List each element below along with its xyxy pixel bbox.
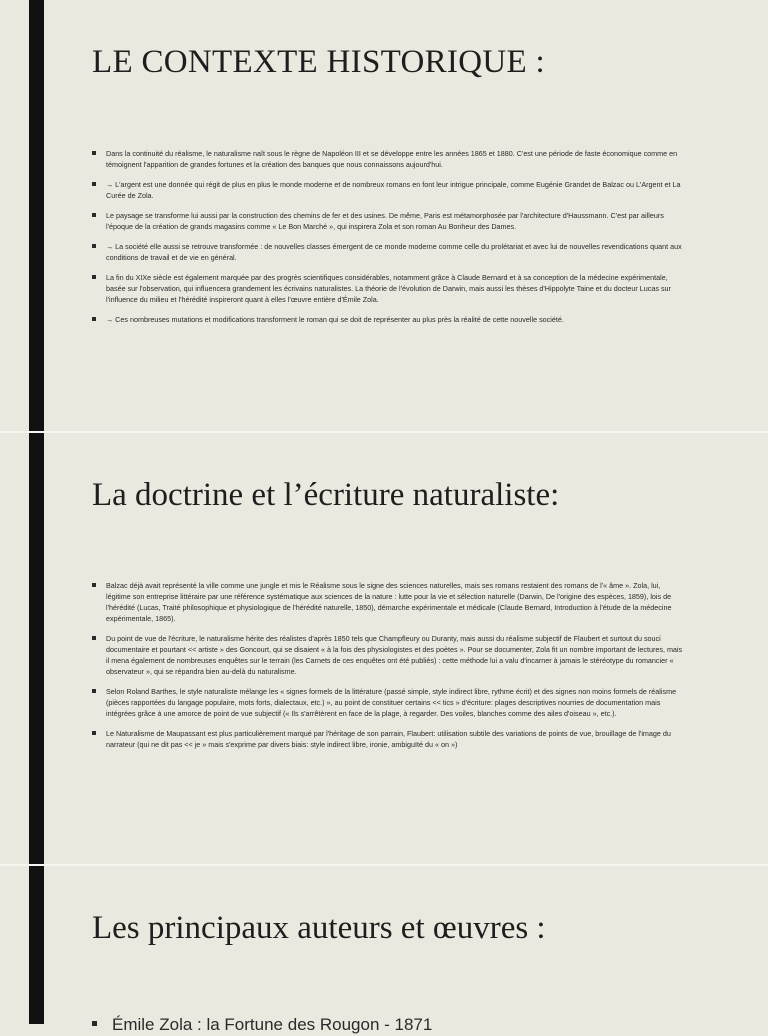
list-item: Du point de vue de l'écriture, le naturalisme hérite des réalistes d'après 1850 tels que Champfleury ou Duranty, mais aussi du réalisme subjectif de Flaubert et surtout du souci documentaire et pourtant << artiste » des Goncourt, qui se disaient « à la fois des physiologistes et des poètes ». Pour se documenter, Zola fit un nombre important de lectures, mais il mena également de nombreuses enquêtes sur le terrain (les Carnets de ces enquêtes ont été publiés) : cette méthode lui a valu d'incarner à jamais le stéréotype du romancier « observateur », qui se répandra bien au-delà du naturalisme. (92, 633, 684, 677)
list-item: Dans la continuité du réalisme, le naturalisme naît sous le règne de Napoléon III et se développe entre les années 1865 et 1880. C'est une période de faste économique comme en témoignent l'apparition de grandes fortunes et la création des banques que nous connaissons aujourd'hui. (92, 148, 684, 170)
bullet-list (92, 1014, 684, 1036)
slide-title: La doctrine et l’écriture naturaliste: (92, 477, 560, 513)
slide-doctrine (0, 433, 768, 865)
list-item: La fin du XIXe siècle est également marquée par des progrès scientifiques considérables, notamment grâce à Claude Bernard et à sa conception de la médecine expérimentale, basée sur l'observation, qui influencera grandement les écrivains naturalistes. La théorie de l'évolution de Darwin, mais aussi les thèses d'Hippolyte Taine et du docteur Lucas sur l'influence du milieu et l'hérédité inspireront quant à elles l'œuvre entière d'Émile Zola. (92, 272, 684, 305)
slide-historical-context (0, 0, 768, 432)
slide-title: Les principaux auteurs et œuvres : (92, 910, 546, 946)
slide-accent-bar (29, 866, 44, 1024)
list-item: Le Naturalisme de Maupassant est plus particulièrement marqué par l'héritage de son parrain, Flaubert: utilisation subtile des variations de points de vue, brouillage de l'image du narrateur (qui ne dit pas << je » mais s'exprime par divers biais: style indirect libre, ironie, ambiguïté du « on ») (92, 728, 684, 750)
list-item: → La société elle aussi se retrouve transformée : de nouvelles classes émergent de ce monde moderne comme celle du prolétariat et avec lui de nouvelles revendications quant aux conditions de travail et de vie en général. (92, 241, 684, 263)
bullet-list (92, 148, 684, 325)
list-item: Balzac déjà avait représenté la ville comme une jungle et mis le Réalisme sous le signe des sciences naturelles, mais ses romans restaient des romans de l'« âme ». Zola, lui, légitime son entreprise littéraire par une référence systématique aux sciences de la nature : lutte pour la vie et sélection naturelle (Darwin, De l'origine des espèces, 1859), lois de l'hérédité (Lucas, Traité philosophique et physiologique de l'hérédité naturelle, 1850), démarche expérimentale et médicale (Claude Bernard, Introduction à l'étude de la médecine expérimentale, 1865). (92, 580, 684, 624)
slide-authors (0, 866, 768, 1034)
list-item: → Ces nombreuses mutations et modifications transforment le roman qui se doit de représenter au plus près la réalité de cette nouvelle société. (92, 314, 684, 325)
bullet-list (92, 580, 684, 750)
slide-title: LE CONTEXTE HISTORIQUE : (92, 44, 545, 80)
list-item: Le paysage se transforme lui aussi par la construction des chemins de fer et des usines. De même, Paris est métamorphosée par l'architecture d'Haussmann. C'est par ailleurs l'époque de la création de grands magasins comme « Le Bon Marché », qui inspirera Zola et son roman Au Bonheur des Dames. (92, 210, 684, 232)
slide-accent-bar (29, 433, 44, 865)
list-item: Selon Roland Barthes, le style naturaliste mélange les « signes formels de la littérature (passé simple, style indirect libre, rythme écrit) et des signes non moins formels de réalisme (pièces rapportées du langage populaire, mots forts, dialectaux, etc.) », au point de constituer certains << tics » d'écriture: plages descriptives nourries de documentation mais intégrées grâce à une amorce de point de vue subjectif (« Ils s'arrêtèrent en face de la plage, à regarder. Des voiles, blanches comme des ailes d'oiseau », etc.). (92, 686, 684, 719)
list-item: Émile Zola : la Fortune des Rougon - 1871 (92, 1014, 684, 1036)
list-item: → L'argent est une donnée qui régit de plus en plus le monde moderne et de nombreux romans en font leur intrigue principale, comme Eugénie Grandet de Balzac ou L'Argent et La Curée de Zola. (92, 179, 684, 201)
slide-accent-bar (29, 0, 44, 432)
